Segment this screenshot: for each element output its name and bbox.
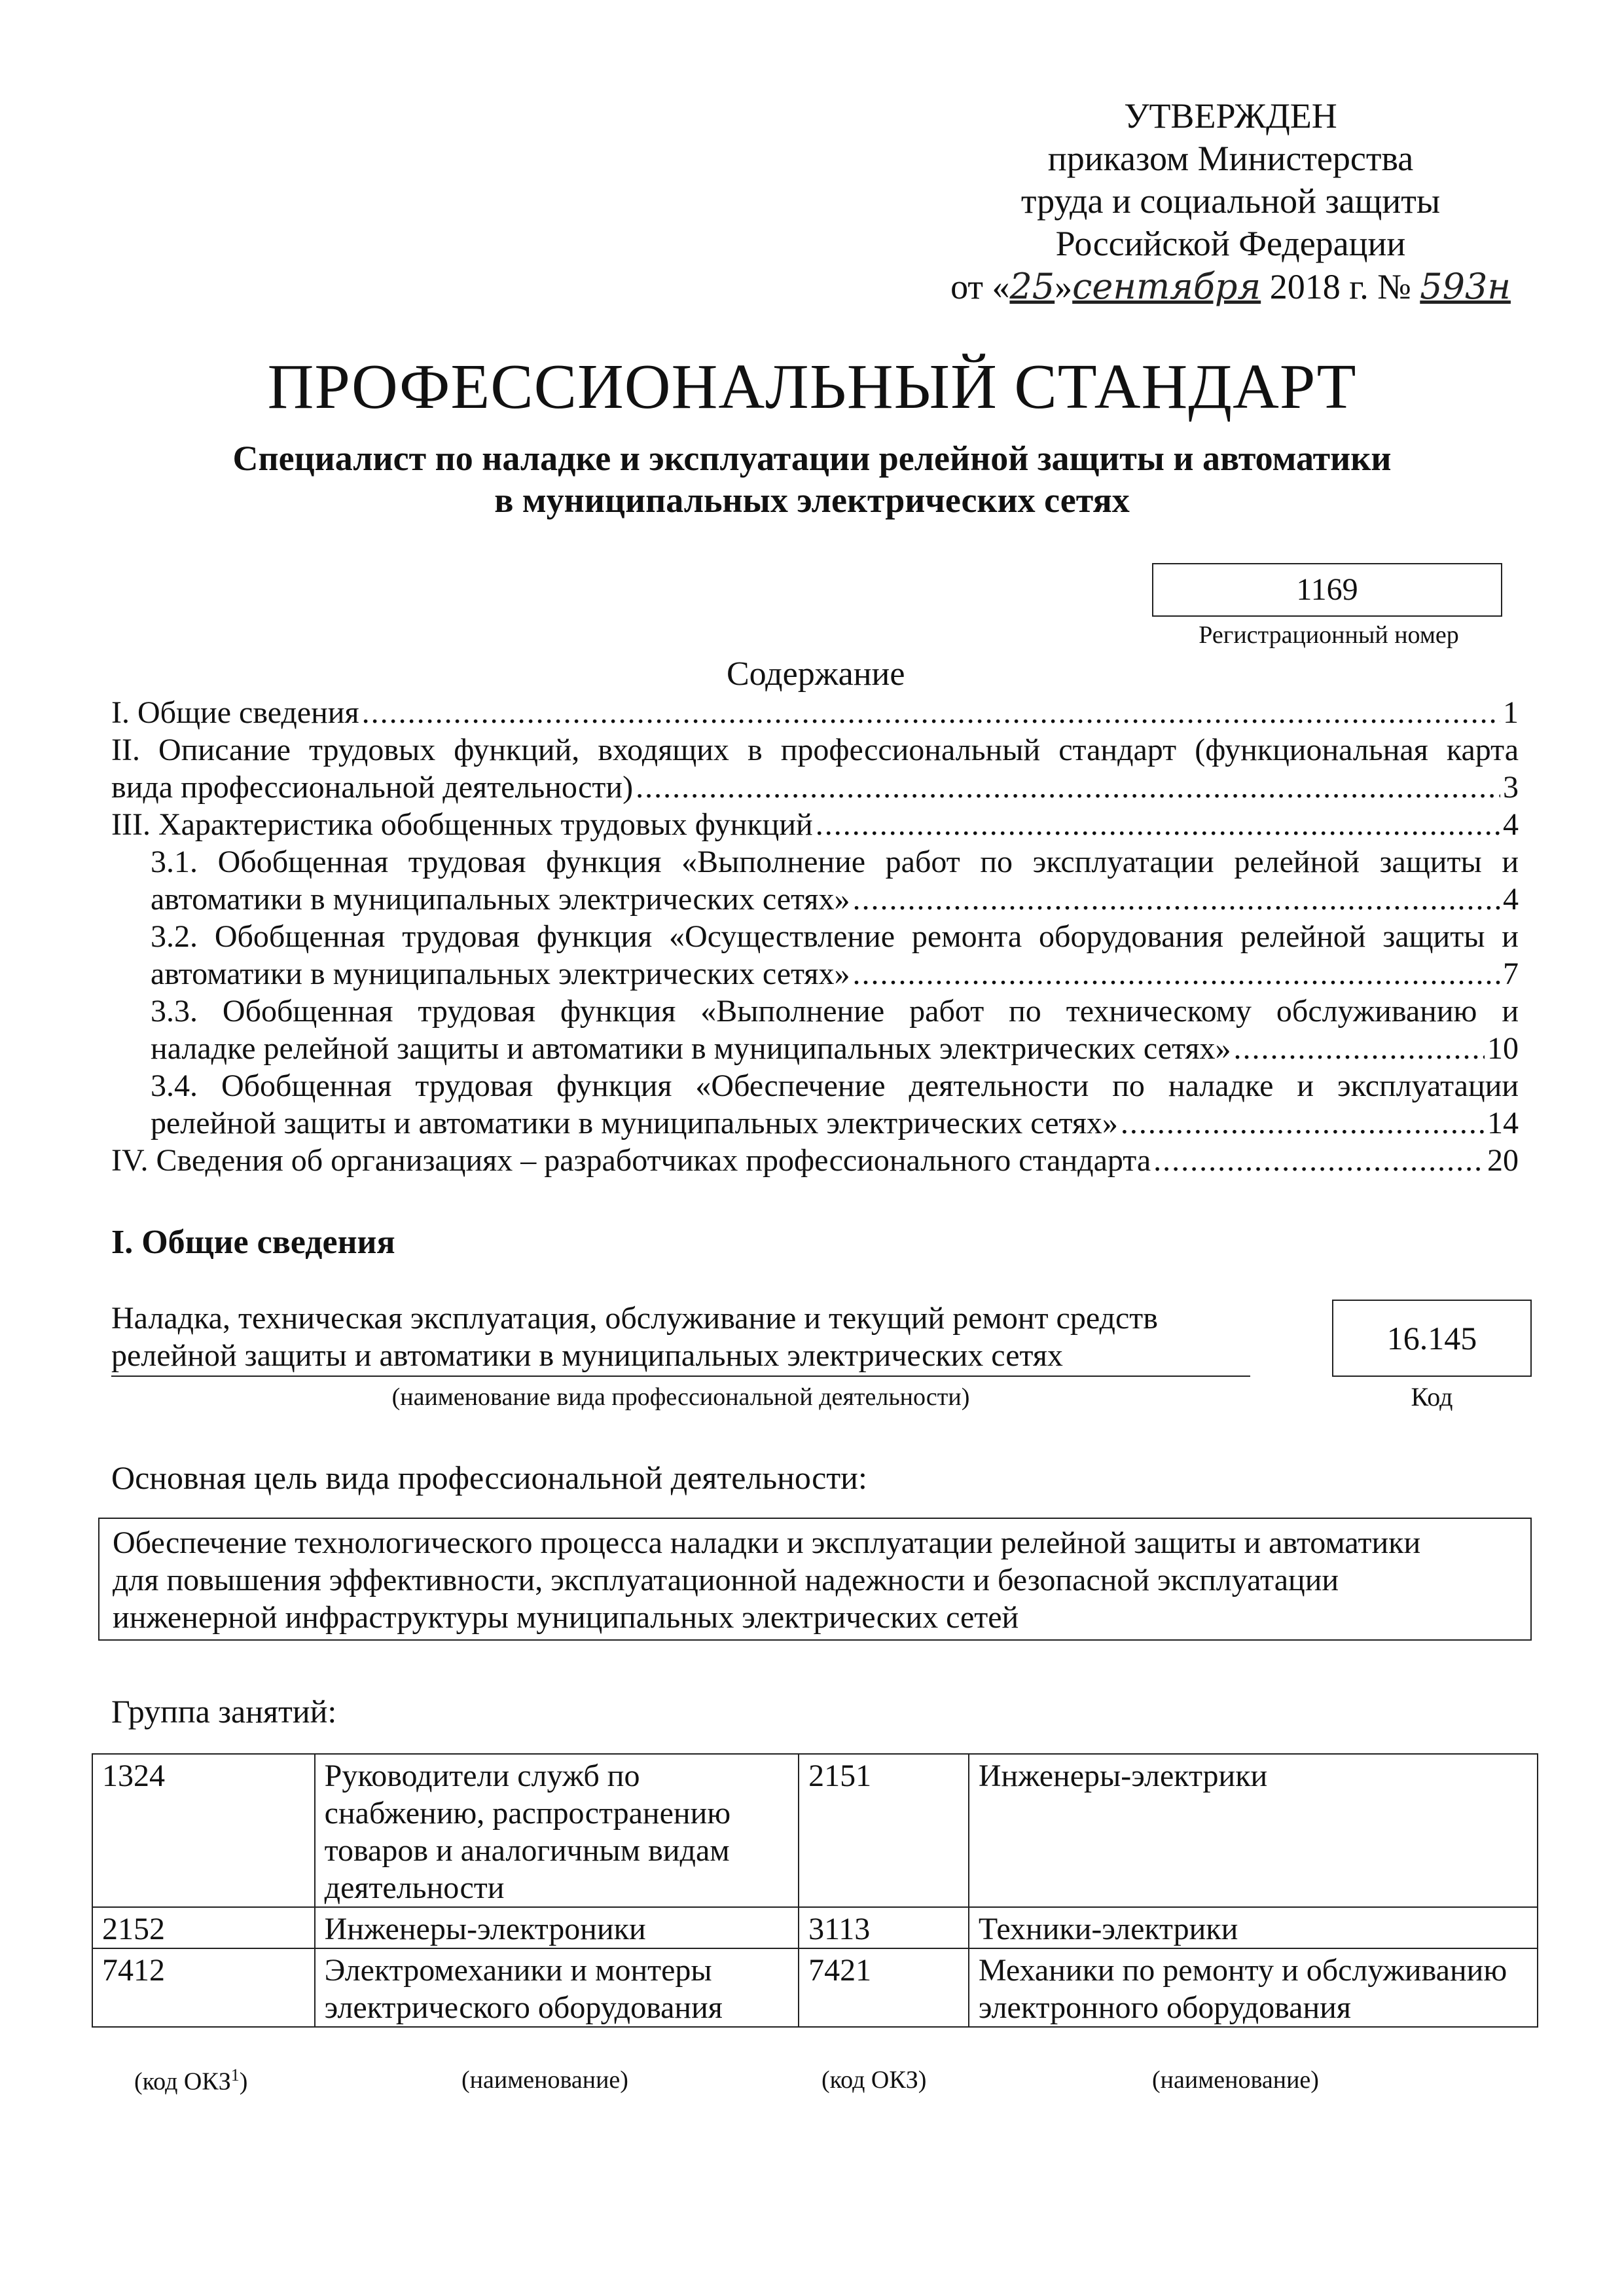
date-month-handwritten: сентября	[1072, 266, 1261, 307]
activity-code-box: 16.145	[1332, 1300, 1532, 1377]
okz-code-cell: 2151	[799, 1754, 969, 1907]
toc-page-number: 1	[1503, 695, 1519, 730]
goal-line-3: инженерной инфраструктуры муниципальных электрических сетей	[113, 1600, 1019, 1635]
date-mid: »	[1055, 267, 1073, 306]
table-row	[92, 1907, 1538, 1948]
toc-item-3-4[interactable]	[151, 1067, 1519, 1142]
toc-page-number: 4	[1503, 882, 1519, 917]
table-of-contents	[111, 694, 1519, 1179]
toc-item-2[interactable]	[111, 731, 1519, 806]
table-row	[92, 1948, 1538, 2027]
document-subtitle	[131, 437, 1493, 521]
okz-name-cell: Электромеханики и монтеры электрического оборудования	[315, 1948, 799, 2027]
okz-name-cell: Руководители служб по снабжению, распространению товаров и аналогичным видам деятельности	[315, 1754, 799, 1907]
subtitle-line-2: в муниципальных электрических сетях	[494, 481, 1130, 520]
okz-code-caption-2: (код ОКЗ)	[821, 2066, 927, 2094]
toc-page-number: 14	[1487, 1106, 1519, 1140]
section-heading-general: I. Общие сведения	[111, 1224, 395, 1261]
okz-name-cell: Механики по ремонту и обслуживанию электронного оборудования	[969, 1948, 1538, 2027]
approval-line-1: приказом Министерства	[1047, 139, 1414, 178]
toc-page-number: 4	[1503, 807, 1519, 842]
toc-item-text-first: 3.4. Обобщенная трудовая функция «Обеспечение деятельности по наладке и эксплуатации	[151, 1068, 1519, 1103]
occupations-table	[92, 1753, 1538, 2028]
date-year: 2018 г. №	[1269, 267, 1411, 306]
activity-code-label: Код	[1411, 1382, 1453, 1412]
toc-heading: Содержание	[727, 655, 905, 693]
okz-name-cell: Инженеры-электроники	[315, 1907, 799, 1948]
goal-line-1: Обеспечение технологического процесса наладки и эксплуатации релейной защиты и автоматики	[113, 1525, 1421, 1560]
activity-name-line-2: релейной защиты и автоматики в муниципальных электрических сетях	[111, 1338, 1063, 1373]
goal-line-2: для повышения эффективности, эксплуатационной надежности и безопасной эксплуатации	[113, 1563, 1339, 1597]
registration-number-label: Регистрационный номер	[1199, 621, 1459, 649]
toc-item-1[interactable]	[111, 694, 1519, 731]
toc-item-text: вида профессиональной деятельности)	[111, 770, 634, 805]
toc-item-text-first: 3.3. Обобщенная трудовая функция «Выполнение работ по техническому обслуживанию и	[151, 994, 1519, 1029]
okz-code-cell: 3113	[799, 1907, 969, 1948]
approval-heading: УТВЕРЖДЕН	[1124, 96, 1337, 136]
toc-leader	[1153, 1142, 1485, 1179]
date-day-handwritten: 25	[1009, 266, 1055, 307]
occupation-group-label: Группа занятий:	[111, 1693, 337, 1730]
toc-item-3-1[interactable]	[151, 843, 1519, 918]
goal-label: Основная цель вида профессиональной деятельности:	[111, 1459, 867, 1496]
date-prefix: от «	[950, 267, 1010, 306]
toc-item-3-2[interactable]	[151, 918, 1519, 993]
approval-date-line	[890, 265, 1571, 308]
goal-box	[98, 1518, 1532, 1641]
approval-line-3: Российской Федерации	[1055, 224, 1406, 263]
toc-item-text: III. Характеристика обобщенных трудовых функций	[111, 807, 813, 842]
toc-item-text-first: 3.2. Обобщенная трудовая функция «Осуществление ремонта оборудования релейной защиты и	[151, 919, 1519, 954]
activity-name-line-1: Наладка, техническая эксплуатация, обслуживание и текущий ремонт средств	[111, 1301, 1158, 1336]
toc-leader	[1121, 1104, 1485, 1142]
toc-leader	[362, 694, 1500, 731]
toc-page-number: 7	[1503, 957, 1519, 991]
registration-number-box: 1169	[1152, 563, 1502, 617]
toc-leader	[636, 769, 1500, 806]
toc-item-text: автоматики в муниципальных электрических сетях»	[151, 882, 850, 917]
toc-item-3[interactable]	[111, 806, 1519, 843]
table-row	[92, 1754, 1538, 1907]
caption-text: )	[239, 2068, 248, 2096]
okz-code-caption-1	[134, 2066, 247, 2096]
toc-item-4[interactable]	[111, 1142, 1519, 1179]
okz-name-cell: Техники-электрики	[969, 1907, 1538, 1948]
okz-name-caption-2: (наименование)	[1152, 2066, 1319, 2094]
toc-page-number: 3	[1503, 770, 1519, 805]
toc-item-text: релейной защиты и автоматики в муниципальных электрических сетях»	[151, 1106, 1118, 1140]
okz-name-caption-1: (наименование)	[461, 2066, 628, 2094]
okz-code-cell: 2152	[92, 1907, 315, 1948]
order-number-handwritten: 593н	[1420, 266, 1511, 307]
activity-name	[111, 1300, 1250, 1377]
okz-code-cell: 1324	[92, 1754, 315, 1907]
toc-page-number: 20	[1487, 1143, 1519, 1178]
approval-block	[890, 95, 1571, 308]
toc-leader	[852, 955, 1500, 993]
toc-leader	[816, 806, 1500, 843]
toc-item-text: автоматики в муниципальных электрических сетях»	[151, 957, 850, 991]
subtitle-line-1: Специалист по наладке и эксплуатации релейной защиты и автоматики	[232, 439, 1392, 478]
activity-name-caption: (наименование вида профессиональной деятельности)	[391, 1383, 970, 1411]
toc-leader	[852, 881, 1500, 918]
toc-leader	[1233, 1030, 1485, 1067]
okz-name-cell: Инженеры-электрики	[969, 1754, 1538, 1907]
okz-code-cell: 7421	[799, 1948, 969, 2027]
toc-item-text-first: 3.1. Обобщенная трудовая функция «Выполнение работ по эксплуатации релейной защиты и	[151, 845, 1519, 879]
toc-item-text: наладке релейной защиты и автоматики в муниципальных электрических сетях»	[151, 1031, 1231, 1066]
toc-item-text: I. Общие сведения	[111, 695, 359, 730]
document-title: ПРОФЕССИОНАЛЬНЫЙ СТАНДАРТ	[267, 352, 1357, 422]
toc-item-text-first: II. Описание трудовых функций, входящих в профессиональный стандарт (функциональная карта	[111, 733, 1519, 767]
caption-text: (код ОКЗ	[134, 2068, 231, 2096]
toc-item-3-3[interactable]	[151, 993, 1519, 1067]
okz-code-cell: 7412	[92, 1948, 315, 2027]
approval-line-2: труда и социальной защиты	[1020, 181, 1441, 221]
toc-item-text: IV. Сведения об организациях – разработчиках профессионального стандарта	[111, 1143, 1151, 1178]
footnote-marker[interactable]: 1	[230, 2066, 240, 2085]
toc-page-number: 10	[1487, 1031, 1519, 1066]
